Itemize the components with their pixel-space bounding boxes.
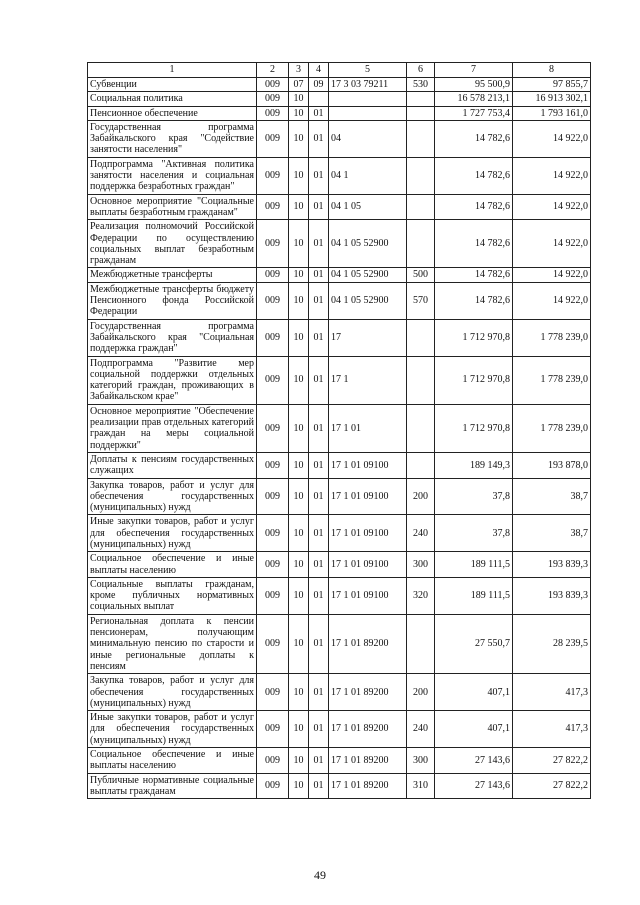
table-row [88, 194, 591, 220]
cell-expense-type [407, 356, 435, 404]
cell-subsection: 01 [309, 282, 329, 319]
cell-subsection: 01 [309, 674, 329, 711]
cell-target-article [329, 106, 407, 120]
cell-amount-year2: 193 878,0 [513, 452, 591, 478]
cell-section: 10 [289, 157, 309, 194]
cell-target-article: 17 1 01 09100 [329, 577, 407, 614]
cell-section: 10 [289, 577, 309, 614]
cell-subsection: 01 [309, 319, 329, 356]
table-row [88, 404, 591, 452]
cell-amount-year2: 417,3 [513, 674, 591, 711]
cell-amount-year1: 37,8 [435, 515, 513, 552]
cell-target-article: 17 [329, 319, 407, 356]
cell-ved: 009 [257, 78, 289, 92]
cell-ved: 009 [257, 319, 289, 356]
cell-name: Социальная политика [88, 92, 257, 106]
table-row [88, 78, 591, 92]
cell-ved: 009 [257, 614, 289, 673]
cell-amount-year2: 27 822,2 [513, 773, 591, 799]
cell-name: Социальное обеспечение и иные выплаты населению [88, 552, 257, 578]
cell-section: 10 [289, 773, 309, 799]
cell-ved: 009 [257, 452, 289, 478]
cell-expense-type [407, 120, 435, 157]
cell-expense-type [407, 452, 435, 478]
cell-subsection: 01 [309, 404, 329, 452]
cell-name: Основное мероприятие "Обеспечение реализации прав отдельных категорий граждан на меры социальной поддержки" [88, 404, 257, 452]
cell-section: 10 [289, 194, 309, 220]
cell-subsection: 01 [309, 194, 329, 220]
cell-amount-year2: 28 239,5 [513, 614, 591, 673]
cell-target-article: 17 1 01 89200 [329, 773, 407, 799]
cell-expense-type: 240 [407, 711, 435, 748]
table-row [88, 773, 591, 799]
cell-amount-year1: 407,1 [435, 711, 513, 748]
cell-target-article: 17 1 01 89200 [329, 674, 407, 711]
table-row [88, 552, 591, 578]
cell-name: Межбюджетные трансферты [88, 268, 257, 282]
cell-expense-type [407, 614, 435, 673]
cell-expense-type: 300 [407, 552, 435, 578]
cell-amount-year1: 14 782,6 [435, 120, 513, 157]
cell-name: Подпрограмма "Активная политика занятости населения и социальная поддержка безработных граждан" [88, 157, 257, 194]
table-row [88, 452, 591, 478]
cell-name: Реализация полномочий Российской Федерации по осуществлению социальных выплат безработным гражданам [88, 220, 257, 268]
cell-section: 10 [289, 282, 309, 319]
cell-name: Закупка товаров, работ и услуг для обеспечения государственных (муниципальных) нужд [88, 674, 257, 711]
cell-amount-year1: 1 712 970,8 [435, 404, 513, 452]
cell-target-article: 17 1 [329, 356, 407, 404]
cell-target-article: 04 1 [329, 157, 407, 194]
cell-ved: 009 [257, 92, 289, 106]
cell-ved: 009 [257, 220, 289, 268]
cell-amount-year2: 193 839,3 [513, 552, 591, 578]
column-header-section: 3 [289, 63, 309, 78]
cell-amount-year1: 27 143,6 [435, 748, 513, 774]
cell-amount-year2: 16 913 302,1 [513, 92, 591, 106]
cell-target-article: 17 1 01 89200 [329, 711, 407, 748]
cell-name: Государственная программа Забайкальского края "Содействие занятости населения" [88, 120, 257, 157]
cell-amount-year2: 14 922,0 [513, 194, 591, 220]
table-row [88, 157, 591, 194]
cell-ved: 009 [257, 577, 289, 614]
cell-name: Региональная доплата к пенсии пенсионерам, получающим минимальную пенсию по старости и иные региональные доплаты к пенсиям [88, 614, 257, 673]
cell-subsection: 01 [309, 552, 329, 578]
column-header-target-article: 5 [329, 63, 407, 78]
cell-ved: 009 [257, 478, 289, 515]
table-row [88, 268, 591, 282]
cell-name: Доплаты к пенсиям государственных служащих [88, 452, 257, 478]
cell-subsection: 01 [309, 711, 329, 748]
cell-subsection: 01 [309, 157, 329, 194]
cell-target-article: 17 1 01 89200 [329, 614, 407, 673]
table-row [88, 120, 591, 157]
table-row [88, 515, 591, 552]
cell-expense-type: 500 [407, 268, 435, 282]
cell-amount-year1: 95 500,9 [435, 78, 513, 92]
cell-ved: 009 [257, 268, 289, 282]
cell-amount-year2: 1 778 239,0 [513, 319, 591, 356]
table-row [88, 282, 591, 319]
cell-target-article: 04 1 05 [329, 194, 407, 220]
cell-ved: 009 [257, 106, 289, 120]
column-header-name: 1 [88, 63, 257, 78]
cell-target-article: 17 1 01 89200 [329, 748, 407, 774]
cell-name: Социальное обеспечение и иные выплаты населению [88, 748, 257, 774]
cell-subsection: 01 [309, 106, 329, 120]
cell-amount-year1: 14 782,6 [435, 220, 513, 268]
table-row [88, 319, 591, 356]
page-number: 49 [314, 868, 326, 882]
cell-amount-year2: 38,7 [513, 515, 591, 552]
cell-section: 10 [289, 515, 309, 552]
cell-section: 10 [289, 106, 309, 120]
cell-amount-year1: 37,8 [435, 478, 513, 515]
header-row [88, 63, 591, 78]
cell-section: 10 [289, 404, 309, 452]
cell-amount-year2: 14 922,0 [513, 157, 591, 194]
cell-ved: 009 [257, 120, 289, 157]
cell-section: 10 [289, 452, 309, 478]
cell-amount-year2: 14 922,0 [513, 220, 591, 268]
cell-target-article: 17 1 01 09100 [329, 478, 407, 515]
cell-target-article: 17 1 01 [329, 404, 407, 452]
cell-target-article [329, 92, 407, 106]
column-header-ved: 2 [257, 63, 289, 78]
cell-subsection: 01 [309, 220, 329, 268]
cell-subsection: 01 [309, 577, 329, 614]
cell-subsection: 01 [309, 452, 329, 478]
cell-expense-type [407, 157, 435, 194]
cell-subsection [309, 92, 329, 106]
cell-subsection: 01 [309, 120, 329, 157]
cell-ved: 009 [257, 282, 289, 319]
table-row [88, 92, 591, 106]
cell-ved: 009 [257, 674, 289, 711]
cell-expense-type: 200 [407, 478, 435, 515]
table-row [88, 674, 591, 711]
cell-expense-type: 300 [407, 748, 435, 774]
cell-target-article: 17 1 01 09100 [329, 452, 407, 478]
cell-amount-year1: 189 149,3 [435, 452, 513, 478]
column-header-amount-year2: 8 [513, 63, 591, 78]
cell-ved: 009 [257, 711, 289, 748]
cell-name: Субвенции [88, 78, 257, 92]
cell-section: 10 [289, 356, 309, 404]
cell-amount-year1: 1 727 753,4 [435, 106, 513, 120]
column-header-amount-year1: 7 [435, 63, 513, 78]
column-header-expense-type: 6 [407, 63, 435, 78]
column-header-subsection: 4 [309, 63, 329, 78]
cell-amount-year1: 14 782,6 [435, 157, 513, 194]
cell-section: 10 [289, 552, 309, 578]
table-row [88, 577, 591, 614]
cell-section: 10 [289, 614, 309, 673]
cell-ved: 009 [257, 552, 289, 578]
cell-subsection: 01 [309, 268, 329, 282]
cell-name: Основное мероприятие "Социальные выплаты безработным гражданам" [88, 194, 257, 220]
cell-ved: 009 [257, 515, 289, 552]
cell-subsection: 01 [309, 478, 329, 515]
cell-expense-type [407, 220, 435, 268]
cell-target-article: 04 [329, 120, 407, 157]
cell-name: Иные закупки товаров, работ и услуг для обеспечения государственных (муниципальных) нужд [88, 711, 257, 748]
cell-subsection: 01 [309, 614, 329, 673]
cell-subsection: 01 [309, 356, 329, 404]
cell-name: Межбюджетные трансферты бюджету Пенсионного фонда Российской Федерации [88, 282, 257, 319]
cell-section: 10 [289, 478, 309, 515]
cell-section: 10 [289, 120, 309, 157]
cell-target-article: 04 1 05 52900 [329, 282, 407, 319]
cell-section: 10 [289, 92, 309, 106]
cell-expense-type: 570 [407, 282, 435, 319]
cell-expense-type: 240 [407, 515, 435, 552]
cell-name: Государственная программа Забайкальского края "Социальная поддержка граждан" [88, 319, 257, 356]
cell-target-article: 17 3 03 79211 [329, 78, 407, 92]
cell-section: 07 [289, 78, 309, 92]
cell-target-article: 04 1 05 52900 [329, 220, 407, 268]
cell-section: 10 [289, 674, 309, 711]
cell-section: 10 [289, 711, 309, 748]
table-body [88, 78, 591, 799]
cell-expense-type: 530 [407, 78, 435, 92]
cell-amount-year2: 193 839,3 [513, 577, 591, 614]
cell-expense-type: 320 [407, 577, 435, 614]
cell-expense-type [407, 106, 435, 120]
cell-ved: 009 [257, 748, 289, 774]
cell-subsection: 09 [309, 78, 329, 92]
cell-expense-type: 200 [407, 674, 435, 711]
cell-name: Иные закупки товаров, работ и услуг для обеспечения государственных (муниципальных) нужд [88, 515, 257, 552]
cell-amount-year1: 27 550,7 [435, 614, 513, 673]
cell-ved: 009 [257, 194, 289, 220]
cell-target-article: 17 1 01 09100 [329, 515, 407, 552]
cell-expense-type: 310 [407, 773, 435, 799]
cell-expense-type [407, 194, 435, 220]
cell-amount-year1: 189 111,5 [435, 552, 513, 578]
cell-amount-year2: 1 793 161,0 [513, 106, 591, 120]
cell-amount-year1: 407,1 [435, 674, 513, 711]
cell-name: Закупка товаров, работ и услуг для обеспечения государственных (муниципальных) нужд [88, 478, 257, 515]
cell-subsection: 01 [309, 748, 329, 774]
budget-table [87, 62, 591, 799]
table-row [88, 106, 591, 120]
cell-amount-year2: 14 922,0 [513, 120, 591, 157]
cell-ved: 009 [257, 157, 289, 194]
cell-section: 10 [289, 319, 309, 356]
cell-amount-year1: 189 111,5 [435, 577, 513, 614]
cell-amount-year2: 14 922,0 [513, 268, 591, 282]
cell-expense-type [407, 92, 435, 106]
cell-target-article: 17 1 01 09100 [329, 552, 407, 578]
table-row [88, 711, 591, 748]
cell-amount-year1: 27 143,6 [435, 773, 513, 799]
cell-section: 10 [289, 220, 309, 268]
cell-name: Подпрограмма "Развитие мер социальной поддержки отдельных категорий граждан, проживающих в Забайкальском крае" [88, 356, 257, 404]
cell-amount-year2: 14 922,0 [513, 282, 591, 319]
cell-amount-year2: 97 855,7 [513, 78, 591, 92]
cell-amount-year2: 1 778 239,0 [513, 356, 591, 404]
table-row [88, 478, 591, 515]
cell-amount-year1: 14 782,6 [435, 282, 513, 319]
cell-amount-year1: 1 712 970,8 [435, 356, 513, 404]
cell-expense-type [407, 404, 435, 452]
cell-amount-year1: 14 782,6 [435, 268, 513, 282]
cell-section: 10 [289, 748, 309, 774]
cell-name: Социальные выплаты гражданам, кроме публичных нормативных социальных выплат [88, 577, 257, 614]
cell-target-article: 04 1 05 52900 [329, 268, 407, 282]
cell-amount-year2: 1 778 239,0 [513, 404, 591, 452]
table-row [88, 220, 591, 268]
cell-amount-year2: 417,3 [513, 711, 591, 748]
cell-amount-year1: 14 782,6 [435, 194, 513, 220]
cell-expense-type [407, 319, 435, 356]
cell-name: Публичные нормативные социальные выплаты гражданам [88, 773, 257, 799]
cell-ved: 009 [257, 356, 289, 404]
cell-subsection: 01 [309, 515, 329, 552]
cell-subsection: 01 [309, 773, 329, 799]
cell-amount-year2: 38,7 [513, 478, 591, 515]
table-row [88, 748, 591, 774]
cell-name: Пенсионное обеспечение [88, 106, 257, 120]
table-row [88, 614, 591, 673]
cell-amount-year1: 1 712 970,8 [435, 319, 513, 356]
table-row [88, 356, 591, 404]
cell-section: 10 [289, 268, 309, 282]
cell-amount-year1: 16 578 213,1 [435, 92, 513, 106]
cell-amount-year2: 27 822,2 [513, 748, 591, 774]
cell-ved: 009 [257, 404, 289, 452]
cell-ved: 009 [257, 773, 289, 799]
